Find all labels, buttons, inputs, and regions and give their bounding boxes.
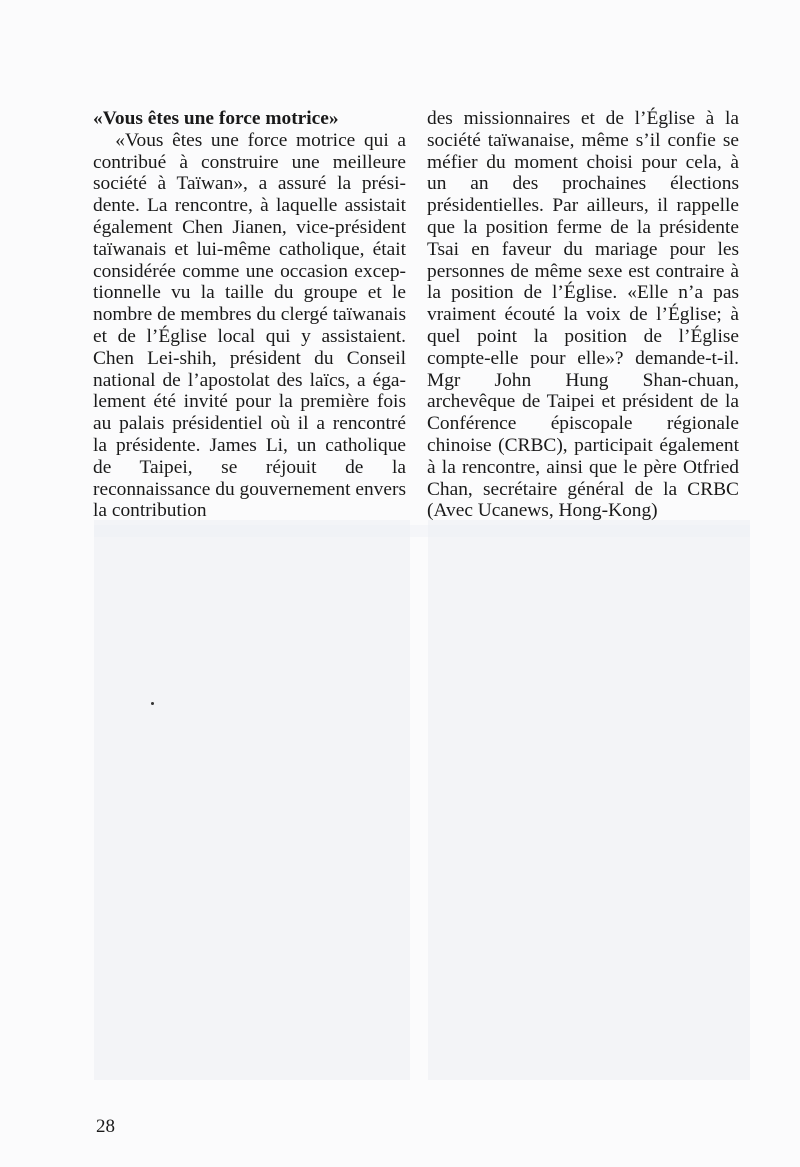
ink-speck: [151, 702, 154, 705]
left-column: [93, 108, 406, 522]
left-column-text: «Vous êtes une force motrice qui a contribué à construire une meilleure société à Taïwan», a assuré la présidente. La rencontre, à laquelle assistait également Chen Jianen, vice-président taïwanais et lui-même catholique, était considérée comme une occasion exceptionnelle vu la taille du groupe et le nombre de membres du clergé taïwanais et de l’Église local qui y assistaient. Chen Lei-shih, président du Conseil national de l’apostolat des laïcs, a également été invité pour la première fois au palais présidentiel où il a rencontré la présidente. James Li, un catholique de Taipei, se réjouit de la reconnaissance du gouvernement envers la contribution: [93, 129, 406, 522]
bleed-through-right: [428, 520, 750, 1080]
right-column-text: des missionnaires et de l’Église à la société taïwanaise, même s’il confie se méfier du moment choisi pour cela, à un an des prochaines élections présidentielles. Par ailleurs, il rappelle que la position ferme de la présidente Tsai en faveur du mariage pour les personnes de même sexe est contraire à la position de l’Église. «Elle n’a pas vraiment écouté la voix de l’Église; à quel point la position de l’Église compte-elle pour elle»? demande-t-il. Mgr John Hung Shan-chuan, archevêque de Taipei et président de la Conférence épiscopale régionale chinoise (CRBC), participait également à la rencontre, ainsi que le père Otfried Chan, secrétaire général de la CRBC (Avec Ucanews, Hong-Kong): [427, 108, 739, 522]
page-number: 28: [96, 1116, 115, 1137]
bleed-through-left: [94, 520, 410, 1080]
section-heading: «Vous êtes une force motrice»: [93, 108, 339, 129]
bleed-through-band: [94, 525, 750, 537]
right-column: [427, 108, 739, 522]
